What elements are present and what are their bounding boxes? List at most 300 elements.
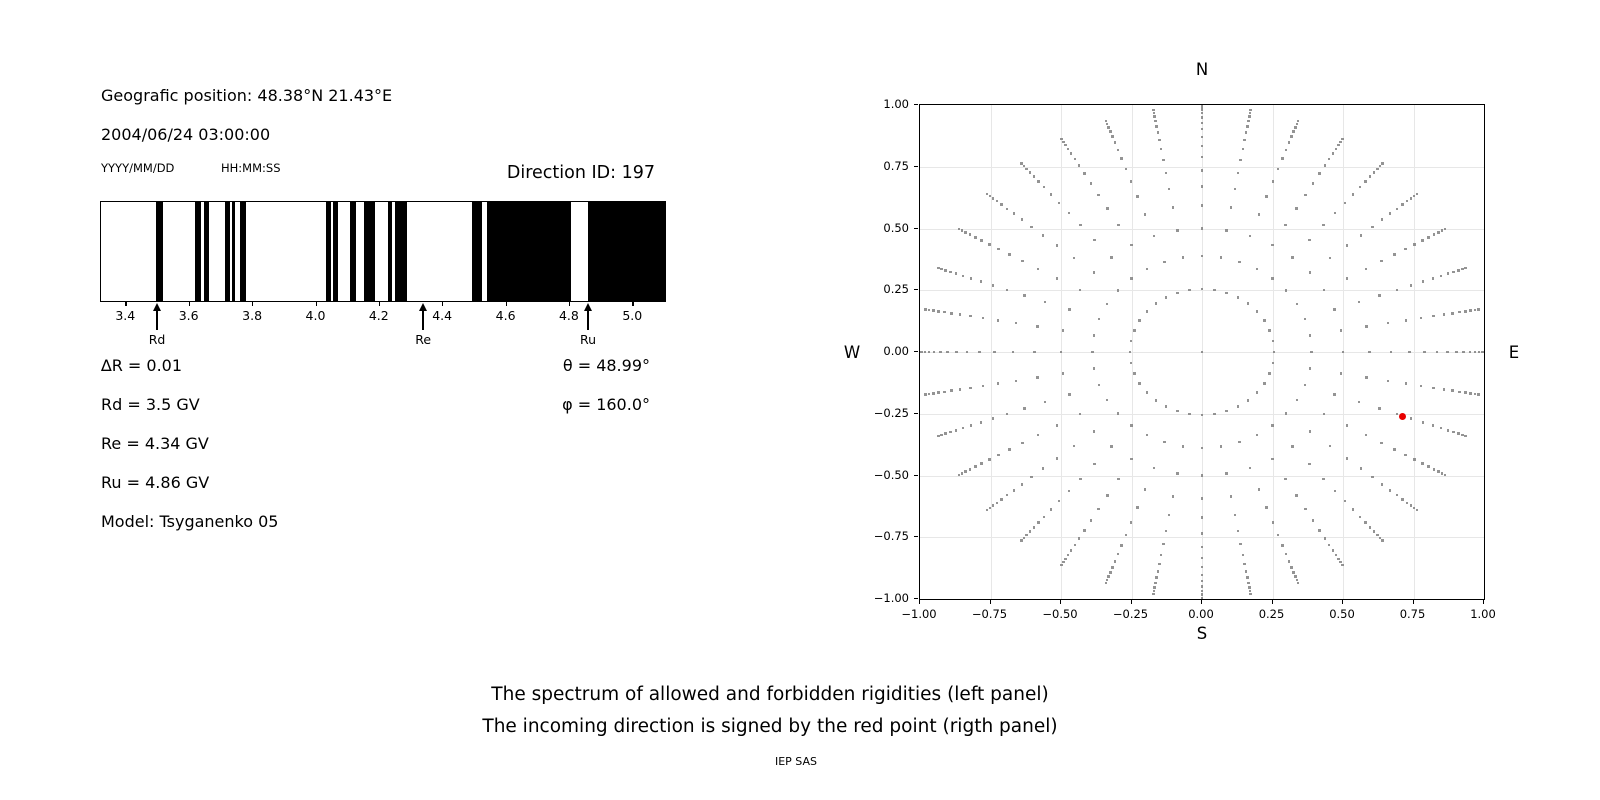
spoke-dot	[1368, 351, 1371, 354]
spoke-dot	[1437, 470, 1440, 473]
spoke-dot	[1033, 526, 1036, 529]
spoke-dot	[1106, 123, 1109, 126]
spoke-dot	[1406, 502, 1409, 505]
spoke-dot	[1277, 534, 1280, 537]
spoke-dot	[996, 502, 999, 505]
spoke-dot	[1083, 172, 1086, 175]
spoke-dot	[1421, 239, 1424, 242]
spoke-dot	[1162, 543, 1165, 546]
spoke-dot	[1237, 405, 1240, 408]
spoke-dot	[1272, 362, 1275, 365]
spoke-dot	[1296, 123, 1299, 126]
spoke-dot	[1359, 186, 1362, 189]
spoke-dot	[950, 389, 953, 392]
spoke-dot	[1155, 399, 1158, 402]
phi-value: φ = 160.0°	[562, 395, 650, 414]
spoke-dot	[937, 391, 940, 394]
spoke-dot	[969, 387, 972, 390]
spoke-dot	[1056, 424, 1059, 427]
spoke-dot	[1130, 424, 1133, 427]
spoke-dot	[944, 269, 947, 272]
axis-tick	[1483, 599, 1484, 604]
marker-label: Ru	[579, 332, 597, 347]
spoke-dot	[1008, 253, 1011, 256]
spoke-dot	[1033, 175, 1036, 178]
spoke-dot	[1294, 126, 1297, 129]
spoke-dot	[1328, 158, 1331, 161]
marker-label: Rd	[148, 332, 166, 347]
spoke-dot	[1369, 175, 1372, 178]
spoke-dot	[1060, 351, 1063, 354]
forbidden-band	[388, 202, 392, 301]
spoke-dot	[1079, 289, 1082, 292]
spoke-dot	[1245, 570, 1248, 573]
spoke-dot	[1296, 399, 1299, 402]
spoke-dot	[1329, 257, 1332, 260]
spoke-dot	[1381, 539, 1384, 542]
spoke-dot	[1006, 289, 1009, 292]
caption-line-2: The incoming direction is signed by the red point (rigth panel)	[482, 716, 1058, 737]
spoke-dot	[1443, 313, 1446, 316]
spoke-dot	[1324, 164, 1327, 167]
spoke-dot	[1201, 112, 1204, 115]
spoke-dot	[1464, 310, 1467, 313]
spoke-dot	[1110, 256, 1113, 259]
spoke-dot	[1237, 172, 1240, 175]
axis-tick	[1201, 599, 1202, 604]
spoke-dot	[992, 284, 995, 287]
spoke-dot	[1436, 351, 1439, 354]
spoke-dot	[1025, 534, 1028, 537]
spoke-dot	[928, 351, 931, 354]
spoke-dot	[933, 351, 936, 354]
axis-tick	[914, 228, 919, 229]
spoke-dot	[1165, 530, 1168, 533]
spoke-dot	[969, 233, 972, 236]
axis-tick	[914, 166, 919, 167]
spoke-dot	[962, 427, 965, 430]
spoke-dot	[1441, 229, 1444, 232]
spoke-dot	[1058, 500, 1061, 503]
spoke-dot	[1332, 549, 1335, 552]
axis-tick	[914, 475, 919, 476]
spoke-dot	[1021, 442, 1024, 445]
forbidden-band	[364, 202, 376, 301]
spoke-dot	[1396, 289, 1399, 292]
spoke-dot	[970, 424, 973, 427]
axis-tick	[252, 301, 253, 306]
spoke-dot	[992, 417, 995, 420]
spoke-dot	[1265, 195, 1268, 198]
spoke-dot	[1201, 580, 1204, 583]
spoke-dot	[955, 429, 958, 432]
x-tick-label: 0.50	[1329, 607, 1355, 621]
spoke-dot	[950, 312, 953, 315]
spoke-dot	[1073, 445, 1076, 448]
spoke-dot	[1324, 537, 1327, 540]
spoke-dot	[1396, 208, 1399, 211]
spoke-dot	[1182, 256, 1185, 259]
spoke-dot	[928, 393, 931, 396]
spoke-dot	[1364, 180, 1367, 183]
y-tick-label: −1.00	[873, 591, 909, 605]
spoke-dot	[1125, 534, 1128, 537]
spoke-dot	[1295, 207, 1298, 210]
spoke-dot	[1109, 571, 1112, 574]
x-tick-label: 0.25	[1258, 607, 1285, 621]
spoke-dot	[992, 504, 995, 507]
spoke-dot	[1023, 537, 1026, 540]
spoke-dot	[955, 351, 958, 354]
spoke-dot	[1376, 168, 1379, 171]
spoke-dot	[1410, 417, 1413, 420]
marker-stem	[156, 310, 158, 330]
marker-label: Re	[415, 332, 432, 347]
spoke-dot	[964, 231, 967, 234]
spoke-dot	[1006, 494, 1009, 497]
spoke-dot	[1168, 514, 1171, 517]
spoke-dot	[1322, 224, 1325, 227]
spoke-dot	[1130, 180, 1133, 183]
spoke-dot	[1443, 388, 1446, 391]
spoke-dot	[1461, 268, 1464, 271]
spoke-dot	[1043, 186, 1046, 189]
spoke-dot	[1365, 325, 1368, 328]
spoke-dot	[1107, 126, 1110, 129]
spoke-dot	[997, 382, 1000, 385]
spoke-dot	[1432, 315, 1435, 318]
y-tick-label: −0.75	[873, 529, 909, 544]
x-tick-label: −0.25	[1112, 607, 1149, 621]
spoke-dot	[1390, 351, 1393, 354]
spoke-dot	[1292, 571, 1295, 574]
spoke-dot	[1358, 401, 1361, 404]
spoke-dot	[1130, 458, 1133, 461]
forbidden-band	[333, 202, 338, 301]
spoke-dot	[1106, 579, 1109, 582]
spoke-dot	[1111, 566, 1114, 569]
spoke-dot	[1079, 224, 1082, 227]
spoke-dot	[1335, 148, 1338, 151]
axis-tick	[316, 301, 317, 306]
spoke-dot	[1246, 125, 1249, 128]
spoke-dot	[1225, 229, 1228, 232]
spoke-dot	[1067, 554, 1070, 557]
spoke-dot	[1309, 430, 1312, 433]
spoke-dot	[1078, 537, 1081, 540]
spoke-dot	[1234, 188, 1237, 191]
spoke-dot	[1056, 244, 1059, 247]
spoke-dot	[1237, 530, 1240, 533]
spoke-dot	[1248, 586, 1251, 589]
spoke-dot	[1462, 351, 1465, 354]
spoke-dot	[1296, 303, 1299, 306]
spoke-dot	[1421, 462, 1424, 465]
spoke-dot	[1249, 467, 1252, 470]
spoke-dot	[1328, 544, 1331, 547]
spoke-dot	[1458, 391, 1461, 394]
spoke-dot	[1242, 554, 1245, 557]
x-tick-label: −0.75	[971, 607, 1008, 621]
spoke-dot	[1481, 351, 1484, 354]
spoke-dot	[1455, 351, 1458, 354]
spoke-dot	[1146, 391, 1149, 394]
spoke-dot	[1060, 564, 1063, 567]
spoke-dot	[1381, 218, 1384, 221]
spoke-dot	[1074, 158, 1077, 161]
spoke-dot	[1413, 507, 1416, 510]
spoke-dot	[1153, 112, 1156, 115]
spoke-dot	[1469, 309, 1472, 312]
spoke-dot	[1062, 329, 1065, 332]
spoke-dot	[1334, 212, 1337, 215]
date-format-label: YYYY/MM/DD	[101, 161, 175, 175]
spoke-dot	[1284, 224, 1287, 227]
spoke-dot	[932, 309, 935, 312]
axis-tick-label: 4.8	[558, 308, 579, 323]
forbidden-band	[232, 202, 236, 301]
spoke-dot	[1117, 412, 1120, 415]
axis-tick-label: 3.8	[242, 308, 263, 323]
spoke-dot	[1263, 319, 1266, 322]
axis-tick	[914, 351, 919, 352]
re-value: Re = 4.34 GV	[101, 434, 209, 453]
spoke-dot	[1371, 476, 1374, 479]
spoke-dot	[1201, 169, 1204, 172]
spoke-dot	[1050, 508, 1053, 511]
spoke-dot	[1243, 139, 1246, 142]
spoke-dot	[1389, 489, 1392, 492]
spoke-dot	[1339, 561, 1342, 564]
spoke-dot	[1297, 582, 1300, 585]
spoke-dot	[1042, 234, 1045, 237]
model-name: Model: Tsyganenko 05	[101, 512, 279, 531]
spoke-dot	[1117, 149, 1120, 152]
spoke-dot	[1440, 427, 1443, 430]
spoke-dot	[1012, 351, 1015, 354]
spoke-dot	[980, 280, 983, 283]
forbidden-band	[240, 202, 246, 301]
spoke-dot	[1117, 553, 1120, 556]
theta-value: θ = 48.99°	[562, 356, 650, 375]
spoke-dot	[1129, 351, 1132, 354]
spoke-dot	[1308, 239, 1311, 242]
spoke-dot	[1098, 384, 1101, 387]
spoke-dot	[1323, 413, 1326, 416]
spoke-dot	[1079, 478, 1082, 481]
spoke-dot	[1433, 468, 1436, 471]
compass-south-label: S	[1196, 624, 1208, 643]
spoke-dot	[1201, 585, 1204, 588]
axis-tick	[569, 301, 570, 306]
spoke-dot	[1249, 112, 1252, 115]
spoke-dot	[1346, 457, 1349, 460]
axis-tick	[914, 536, 919, 537]
spoke-dot	[1346, 244, 1349, 247]
y-tick-label: 0.50	[883, 220, 909, 235]
spoke-dot	[1474, 309, 1477, 312]
spoke-dot	[1130, 244, 1133, 247]
spoke-dot	[1070, 152, 1073, 155]
spoke-dot	[982, 317, 985, 320]
spoke-dot	[982, 385, 985, 388]
spoke-dot	[966, 351, 969, 354]
spoke-dot	[1272, 180, 1275, 183]
spoke-dot	[1427, 465, 1430, 468]
spoke-dot	[1337, 558, 1340, 561]
spoke-dot	[1358, 301, 1361, 304]
spoke-dot	[1474, 351, 1477, 354]
spoke-dot	[1458, 311, 1461, 314]
spoke-dot	[943, 311, 946, 314]
compass-east-label: E	[1508, 343, 1520, 362]
spoke-dot	[997, 454, 1000, 457]
spoke-dot	[1220, 445, 1223, 448]
spoke-dot	[1117, 224, 1120, 227]
axis-tick-label: 4.2	[368, 308, 389, 323]
spoke-dot	[1451, 312, 1454, 315]
spoke-dot	[1160, 554, 1163, 557]
spoke-dot	[1155, 302, 1158, 305]
spoke-dot	[1322, 478, 1325, 481]
spoke-dot	[1136, 195, 1139, 198]
spoke-dot	[946, 351, 949, 354]
spoke-dot	[1271, 277, 1274, 280]
axis-tick	[189, 301, 190, 306]
spoke-dot	[1420, 385, 1423, 388]
spoke-dot	[1365, 268, 1368, 271]
direction-plot	[919, 104, 1485, 600]
spoke-dot	[1246, 576, 1249, 579]
spoke-dot	[1138, 382, 1141, 385]
spoke-dot	[1130, 362, 1133, 365]
spoke-dot	[1304, 508, 1307, 511]
spoke-dot	[1371, 226, 1374, 229]
spoke-dot	[1249, 235, 1252, 238]
spoke-dot	[1201, 204, 1204, 207]
spoke-dot	[1105, 582, 1108, 585]
spoke-dot	[1029, 530, 1032, 533]
spoke-dot	[1097, 508, 1100, 511]
spoke-dot	[1333, 393, 1336, 396]
spoke-dot	[1201, 566, 1204, 569]
spoke-dot	[1201, 128, 1204, 131]
spoke-dot	[1154, 582, 1157, 585]
spoke-dot	[1344, 202, 1347, 205]
spoke-dot	[1062, 561, 1065, 564]
direction-id-text: Direction ID: 197	[506, 163, 655, 183]
spoke-dot	[1188, 289, 1191, 292]
spoke-dot	[1201, 516, 1204, 519]
spoke-dot	[1097, 194, 1100, 197]
y-tick-label: 0.75	[883, 158, 909, 173]
spoke-dot	[1389, 212, 1392, 215]
spoke-dot	[1033, 351, 1036, 354]
spoke-dot	[1163, 261, 1166, 264]
spoke-dot	[1152, 593, 1155, 596]
spoke-dot	[1405, 319, 1408, 322]
spoke-dot	[1335, 554, 1338, 557]
axis-tick	[125, 301, 126, 306]
spoke-dot	[1420, 317, 1423, 320]
spoke-dot	[1271, 458, 1274, 461]
axis-tick	[914, 289, 919, 290]
spoke-dot	[1188, 413, 1191, 416]
axis-tick	[914, 104, 919, 105]
spoke-dot	[1111, 135, 1114, 138]
spoke-dot	[1036, 376, 1039, 379]
spoke-dot	[1182, 445, 1185, 448]
forbidden-band	[326, 202, 331, 301]
y-tick-label: 0.25	[883, 282, 909, 297]
spoke-dot	[1064, 558, 1067, 561]
spoke-dot	[1432, 277, 1435, 280]
spoke-dot	[1162, 159, 1165, 162]
spoke-dot	[962, 275, 965, 278]
spoke-dot	[1401, 203, 1404, 206]
spoke-dot	[1064, 144, 1067, 147]
spoke-dot	[1312, 519, 1315, 522]
axis-tick	[914, 598, 919, 599]
spoke-dot	[1423, 351, 1426, 354]
spoke-dot	[1333, 308, 1336, 311]
scatter-layer	[920, 105, 1484, 599]
spoke-dot	[1401, 498, 1404, 501]
spoke-dot	[1160, 148, 1163, 151]
spoke-dot	[1248, 115, 1251, 118]
spoke-dot	[1106, 303, 1109, 306]
spoke-dot	[1225, 292, 1228, 295]
spoke-dot	[1365, 434, 1368, 437]
spoke-dot	[1237, 296, 1240, 299]
spoke-dot	[1201, 108, 1204, 111]
spoke-dot	[1464, 267, 1467, 270]
spoke-dot	[980, 462, 983, 465]
spoke-dot	[1153, 467, 1156, 470]
spoke-dot	[1437, 231, 1440, 234]
axis-tick	[632, 301, 633, 306]
spoke-dot	[1158, 563, 1161, 566]
spoke-dot	[1378, 294, 1381, 297]
spoke-dot	[1256, 391, 1259, 394]
spoke-dot	[1256, 268, 1259, 271]
spoke-dot	[1037, 268, 1040, 271]
spoke-dot	[1271, 244, 1274, 247]
axis-tick-label: 5.0	[622, 308, 643, 323]
spoke-dot	[1176, 410, 1179, 413]
forbidden-band	[350, 202, 356, 301]
spoke-dot	[1310, 351, 1313, 354]
spoke-dot	[1469, 351, 1472, 354]
spoke-dot	[1243, 563, 1246, 566]
spoke-dot	[1013, 212, 1016, 215]
axis-tick	[919, 599, 920, 604]
spoke-dot	[1292, 130, 1295, 133]
spoke-dot	[1376, 534, 1379, 537]
forbidden-band	[195, 202, 201, 301]
spoke-dot	[1265, 506, 1268, 509]
spoke-dot	[1093, 271, 1096, 274]
spoke-dot	[1044, 401, 1047, 404]
spoke-dot	[1165, 172, 1168, 175]
spoke-dot	[1309, 271, 1312, 274]
spoke-dot	[1285, 412, 1288, 415]
compass-west-label: W	[843, 343, 861, 362]
x-tick-label: 0.75	[1399, 607, 1426, 621]
spoke-dot	[1294, 575, 1297, 578]
spoke-dot	[1155, 576, 1158, 579]
spoke-dot	[1477, 393, 1480, 396]
